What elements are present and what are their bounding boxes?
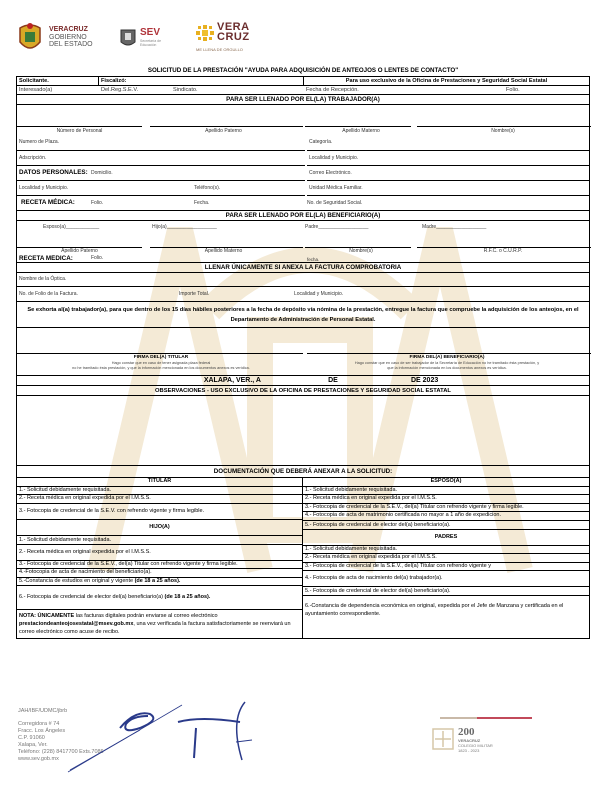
ben-receta-label: RECETA MÉDICA: — [19, 255, 73, 262]
documentacion-grid — [17, 478, 589, 638]
veracruz-tagline: ME LLENA DE ORGULLO — [196, 47, 243, 52]
datos-personales-row[interactable] — [16, 166, 590, 181]
madre-field[interactable]: Madre__________________ — [422, 224, 487, 230]
form-title: SOLICITUD DE LA PRESTACIÓN "AYUDA PARA ADQUISICIÓN DE ANTEOJOS O LENTES DE CONTACTO" — [147, 67, 459, 74]
categoria-field[interactable]: Categoría. — [307, 136, 589, 151]
receta-fecha-field[interactable]: Fecha. — [194, 200, 210, 206]
hijo-req-4: 4.-Fotocopia de acta de nacimiento del beneficiario(a). — [17, 569, 302, 578]
firma-beneficiario-title: FIRMA DEL(A) BENEFICIARIO(A) — [409, 355, 485, 360]
padres-req-3: 3.- Fotocopia de credencial de la S.E.V., del(a) Titular con refrendo vigente y — [303, 563, 589, 572]
xalapa-label: XALAPA, VER., A — [203, 377, 261, 384]
sindicato-field[interactable]: Sindicato. — [173, 87, 198, 93]
optica-field[interactable]: Nombre de la Óptica. — [19, 276, 67, 282]
documentacion-title: DOCUMENTACIÓN QUE DEBERÁ ANEXAR A LA SOLICITUD: — [213, 468, 393, 475]
folio-factura-field[interactable]: No. de Folio de la Factura. — [19, 291, 78, 297]
ben-rfc-label: R.F.C. o C.U.R.P. — [483, 248, 523, 254]
hijo-req-2: 2.- Receta médica en original expedida por el I.M.S.S. — [17, 545, 302, 561]
bicentenario-emblem-icon — [432, 728, 454, 750]
esposo-req-4: 4.- Fotocopia de acta de matrimonio certificada no mayor a 1 año de expedicion. — [303, 512, 589, 521]
esposo-req-2: 2.- Receta médica en original expedida por el I.M.S.S. — [303, 495, 589, 504]
titular-req-1: 1.- Solicitud debidamente requisitada. — [17, 487, 302, 496]
esposo-req-1: 1.- Solicitud debidamente requisitada. — [303, 487, 589, 496]
firma-beneficiario-block — [305, 354, 589, 375]
trabajador-name-input-area[interactable] — [16, 105, 590, 127]
reference-code: JAH/IBF/UDMC/jbrb — [18, 708, 68, 714]
padres-req-1: 1.- Solicitud debidamente requisitada. — [303, 546, 589, 555]
relation-row[interactable] — [16, 221, 590, 233]
plaza-row[interactable] — [16, 136, 590, 151]
hijo-req-6: 6.- Fotocopia de credencial de elector del(a) beneficiario(a) (de 18 a 25 años). — [17, 586, 302, 610]
folio-factura-row[interactable] — [16, 287, 590, 302]
beneficiario-name-labels — [16, 248, 590, 255]
beneficiario-section-title: PARA SER LLENADO POR EL(LA) BENEFICIARIO(A) — [225, 212, 381, 219]
hijo-req-3: 3.- Fotocopia de credencial de la S.E.V., del(a) Titular con refrendo vigente y firma legible. — [17, 561, 302, 570]
veracruz-coat-of-arms-icon — [16, 22, 44, 54]
firma-titular-block — [17, 354, 305, 375]
domicilio-field[interactable] — [17, 166, 305, 181]
esposo-padres-column — [303, 478, 589, 638]
exhorto-row — [16, 302, 590, 328]
titular-header: TITULAR — [17, 478, 302, 487]
exhorto-text: Se exhorta al(a) trabajador(a), para que dentro de los 15 días hábiles posteriores a la fecha de depósito vía nómina de la prestación, entregue la factura que compruebe la adquisición de los anteojos, en el Departamento de Administración de Personal Estatal. — [27, 306, 579, 323]
firma-area[interactable] — [16, 328, 590, 354]
ben-apellido-paterno-label: Apellido Paterno — [61, 248, 98, 254]
fiscalizo-label: Fiscalizó: — [99, 77, 304, 85]
telefono-field[interactable]: Teléfono(s). — [194, 185, 221, 191]
nota-email-link[interactable]: prestaciondeanteojosestatal@msev.gob.mx — [19, 621, 134, 627]
domicilio-label: Domicilio. — [91, 170, 113, 176]
adscripcion-row[interactable] — [16, 151, 590, 166]
receta-medica-row[interactable] — [16, 196, 590, 211]
ben-apellido-materno-label: Apellido Materno — [204, 248, 243, 254]
observaciones-title: OBSERVACIONES - USO EXCLUSIVO DE LA OFICINA DE PRESTACIONES Y SEGURIDAD SOCIAL ESTATAL — [155, 388, 451, 394]
sev-subtitle: Secretaría de Educación — [140, 39, 162, 47]
trabajador-section-header — [16, 95, 590, 105]
firma-titular-text1: Hago constar que en caso de tener asignada plaza federal — [111, 361, 211, 365]
padres-req-2: 2.- Receta médica en original expedida por el I.M.S.S. — [303, 554, 589, 563]
fecha-recepcion-field[interactable]: Fecha de Recepción. — [306, 87, 359, 93]
apellido-materno-label: Apellido Materno — [342, 128, 380, 134]
correo-field[interactable]: Correo Electrónico. — [307, 166, 589, 181]
datos-personales-label: DATOS PERSONALES: — [19, 169, 88, 176]
solicitante-row — [16, 76, 590, 86]
bicentenario-logo — [432, 718, 522, 768]
trabajador-name-labels — [16, 127, 590, 136]
esposo-header: ESPOSO(A) — [303, 478, 589, 487]
address-line-1: Corregidora # 74 — [18, 721, 60, 727]
numero-plaza-field[interactable]: Numero de Plaza. — [17, 136, 305, 151]
beneficiario-section-header — [16, 211, 590, 221]
factura-localidad-field[interactable]: Localidad y Municipio. — [294, 291, 344, 297]
esposo-field[interactable]: Esposo(a)____________ — [43, 224, 100, 230]
veracruz-sun-pattern-icon — [196, 25, 214, 41]
nombres-label: Nombre(s) — [491, 128, 515, 134]
seguridad-social-field[interactable]: No. de Seguridad Social. — [307, 200, 363, 206]
hijo-req-1: 1.- Solicitud debidamente requisitada. — [17, 536, 302, 545]
factura-section-title: LLENAR ÚNICAMENTE SI ANEXA LA FACTURA COMPROBATORIA — [204, 264, 402, 271]
folio-field[interactable]: Folio. — [506, 87, 520, 93]
address-line-4: Xalapa, Ver. — [18, 742, 48, 748]
adscripcion-field[interactable]: Adscripción. — [17, 151, 305, 166]
localidad-telefono-group — [17, 181, 305, 196]
padres-header: PADRES — [303, 530, 589, 546]
titular-req-2: 2.- Receta médica en original expedida por el I.M.S.S. — [17, 495, 302, 504]
numero-personal-label: Número de Personal — [56, 128, 103, 134]
lugar-fecha-row[interactable] — [16, 376, 590, 386]
factura-section-header — [16, 263, 590, 273]
localidad-municipio-field[interactable]: Localidad y Municipio. — [307, 151, 589, 166]
interesado-field[interactable]: Interesado(a) — [19, 87, 53, 93]
firma-titular-text2: no he tramitado ésta prestación, y que la información mencionada en los documentos anexos es verídica. — [72, 366, 250, 370]
bicentenario-text: VERACRUZ COLEGIO MILITAR 1823 - 2023 — [458, 738, 493, 753]
uso-exclusivo-label: Para uso exclusivo de la Oficina de Prestaciones y Seguridad Social Estatal — [345, 78, 548, 84]
beneficiario-name-input-area[interactable] — [16, 233, 590, 248]
hijo-field[interactable]: Hijo(a)__________________ — [152, 224, 217, 230]
delreg-field[interactable]: Del.Reg.S.E.V. — [101, 87, 139, 93]
padres-req-4: 4.- Fotocopia de acta de nacimiento del(a) trabajador(a). — [303, 571, 589, 587]
optica-row[interactable] — [16, 273, 590, 287]
hijo-header: HIJO(A) — [17, 520, 302, 536]
padre-field[interactable]: Padre__________________ — [305, 224, 369, 230]
firma-beneficiario-text2: que la información mencionada en los documentos anexos es verídica. — [387, 366, 507, 370]
esposo-req-5: 5.- Fotocopia de credencial de elector del(a) beneficiario(a). — [303, 521, 589, 530]
footer-address — [18, 708, 104, 763]
veracruz-gobierno-text: VERACRUZ GOBIERNO DEL ESTADO — [49, 26, 93, 48]
documentacion-table — [16, 478, 590, 639]
localidad-field[interactable]: Localidad y Municipio. — [19, 185, 69, 191]
receta-folio-field[interactable]: Folio. — [91, 200, 104, 206]
padres-req-6: 6.-Constancia de dependencia económica en original, expedida por el Jefe de Manzana y certificada en el ayuntamiento correspondiente. — [305, 603, 564, 617]
address-line-5: Teléfono: (228) 8417700 Exts.7086 — [18, 749, 104, 755]
importe-total-field[interactable]: Importe Total. — [179, 291, 210, 297]
padres-req-5: 5.- Fotocopia de credencial de elector del(a) beneficiario(a). — [303, 587, 589, 596]
receta-medica-label: RECETA MÉDICA: — [21, 199, 75, 206]
sev-title: SEV — [140, 27, 161, 38]
apellido-paterno-label: Apellido Paterno — [205, 128, 242, 134]
titular-hijo-column — [17, 478, 303, 638]
fecha-dia-de-label[interactable]: DE — [328, 377, 338, 384]
ben-folio-field[interactable]: Folio. — [91, 255, 104, 261]
address-line-3: C.P. 91060 — [18, 735, 45, 741]
ben-nombres-label: Nombre(s) — [349, 248, 373, 254]
documentacion-header — [16, 466, 590, 478]
bicentenario-number: 200 — [458, 726, 475, 738]
solicitante-label: Solicitante. — [17, 77, 99, 85]
localidad-telefono-row[interactable] — [16, 181, 590, 196]
ben-receta-row[interactable] — [16, 255, 590, 263]
fecha-mes-anio-label[interactable]: DE 2023 — [411, 377, 439, 384]
veracruz-orgullo-text: VERA CRUZ — [217, 21, 250, 43]
header-logos — [16, 20, 276, 56]
firma-labels-row — [16, 354, 590, 376]
website-link[interactable]: www.sev.gob.mx — [18, 756, 59, 762]
unidad-medica-field[interactable]: Unidad Médica Familiar. — [307, 181, 589, 196]
address-line-2: Fracc. Los Ángeles — [18, 728, 66, 734]
solicitud-form — [16, 66, 590, 639]
observaciones-area[interactable] — [16, 396, 590, 466]
titular-req-3: 3.- Fotocopia de credencial de la S.E.V. con refrendo vigente y firma legible. — [17, 504, 302, 520]
trabajador-section-title: PARA SER LLENADO POR EL(LA) TRABAJADOR(A) — [226, 96, 380, 103]
firma-titular-title: FIRMA DEL(A) TITULAR — [133, 355, 189, 360]
observaciones-header — [16, 386, 590, 396]
interesado-row[interactable] — [16, 86, 590, 95]
nota-text: NOTA: ÚNICAMENTE las facturas digitales podrán enviarse al correo electrónico prestaciondeanteojosestatal@msev.gob.mx, una vez verificada la factura satisfactoriamente se reenviará un correo electrónico como acuse de recibo. — [19, 613, 291, 635]
firma-beneficiario-text1: Hago constar que en caso de ser trabajador de la Secretaría de Educación no he tramitado ésta prestación, y — [354, 361, 540, 365]
esposo-req-3: 3.- Fotocopia de credencial de la S.E.V., del(a) Titular con refrendo vigente y firma legible. — [303, 504, 589, 513]
sev-emblem-icon — [119, 26, 137, 48]
ben-fecha-field[interactable]: fecha. — [307, 257, 320, 262]
hijo-req-5: 5.-Constancia de estudios en original y vigente (de 18 a 25 años). — [17, 578, 302, 587]
